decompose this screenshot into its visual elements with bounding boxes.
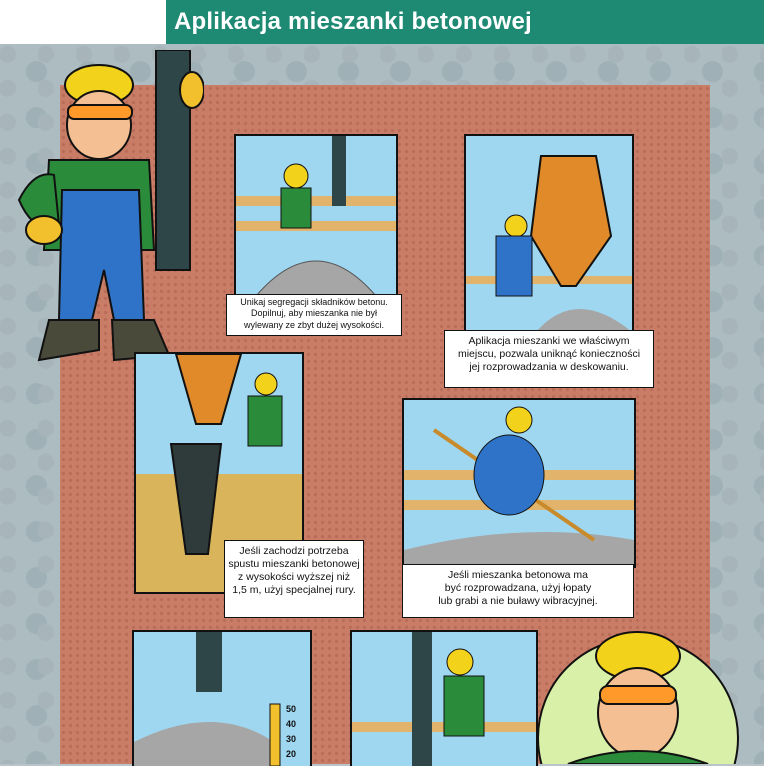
panel-correct-placement bbox=[464, 134, 634, 334]
panel-height-scale bbox=[132, 630, 312, 766]
caption-line: wylewany ze zbyt dużej wysokości. bbox=[243, 319, 385, 330]
caption-line: Unikaj segregacji składników betonu. bbox=[240, 297, 388, 307]
caption-line: z wysokości wyższej niż bbox=[237, 571, 351, 584]
panel-spreading bbox=[402, 398, 636, 568]
worker-mascot-icon bbox=[4, 50, 204, 390]
scale-tick: 50 bbox=[286, 704, 297, 714]
caption-line: lub grabi a nie buławy wibracyjnej. bbox=[438, 595, 598, 608]
page-title: Aplikacja mieszanki betonowej bbox=[174, 8, 532, 35]
height-scale bbox=[286, 702, 296, 762]
caption-panel-1 bbox=[226, 294, 402, 336]
caption-line: być rozprowadzana, użyj łopaty bbox=[444, 582, 592, 595]
caption-line: Aplikacja mieszanki we właściwym bbox=[468, 335, 630, 347]
scale-tick: 40 bbox=[286, 719, 297, 729]
caption-line: Dopilnuj, aby mieszanka nie był bbox=[250, 308, 378, 319]
panel-pouring-hose bbox=[350, 630, 538, 766]
caption-line: jej rozprowadzania w deskowaniu. bbox=[469, 361, 629, 374]
rake-icon bbox=[404, 400, 634, 566]
caption-line: Jeśli mieszanka betonowa ma bbox=[447, 569, 589, 581]
header-bar bbox=[166, 0, 764, 44]
scale-tick: 30 bbox=[286, 734, 297, 744]
crane-hose-icon bbox=[236, 136, 396, 296]
pouring-hose-icon bbox=[352, 632, 536, 766]
caption-panel-3 bbox=[224, 540, 364, 618]
panel-segregation bbox=[234, 134, 398, 298]
worker-face-mascot-icon bbox=[528, 628, 764, 764]
vibrator-probe-icon bbox=[134, 632, 310, 766]
caption-line: miejscu, pozwala uniknąć konieczności bbox=[457, 348, 641, 361]
caption-line: Jeśli zachodzi potrzeba bbox=[239, 545, 349, 557]
caption-panel-2 bbox=[444, 330, 654, 388]
caption-panel-4 bbox=[402, 564, 634, 618]
scale-tick: 20 bbox=[286, 749, 297, 759]
concrete-bucket-icon bbox=[466, 136, 632, 332]
caption-line: spustu mieszanki betonowej bbox=[228, 558, 360, 571]
caption-line: 1,5 m, użyj specjalnej rury. bbox=[232, 584, 356, 597]
